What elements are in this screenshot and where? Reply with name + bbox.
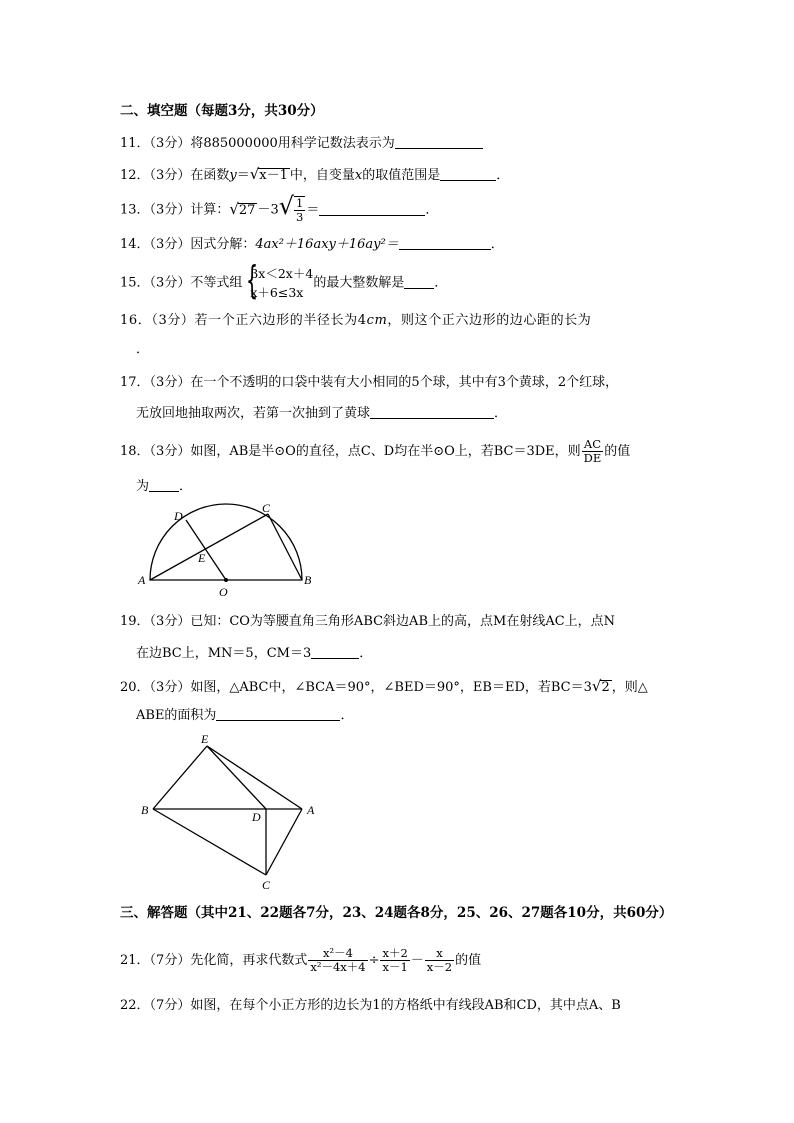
label-d: D bbox=[252, 810, 261, 824]
question-21: 21．（7分）先化简，再求代数式 $\frac{\text{x²－4}}{\text{x²－4x＋4}}$ ÷ $\frac{x+2}{x-1}$ － $\frac{x}{x-2}$ 的值 bbox=[120, 946, 482, 974]
label-d: D bbox=[174, 509, 183, 523]
label-b: B bbox=[304, 573, 312, 587]
question-18: 18．（3分）如图，AB是半⊙O的直径，点C、D均在半⊙O上，若BC＝3DE，则 $\frac{AC}{DE}$ 的值 bbox=[120, 437, 631, 465]
question-score: （3分） bbox=[149, 136, 191, 151]
question-14: 14．（3分）因式分解：4ax²＋16axy＋16ay²＝ ． bbox=[120, 237, 504, 252]
inequality-system: { 3x＜2x＋4 x＋6≤3x bbox=[246, 258, 314, 302]
question-16-continuation: ． bbox=[136, 342, 150, 357]
label-c: C bbox=[262, 501, 271, 515]
question-19-continuation: 在边BC上，MN＝5，CM＝3 ． bbox=[136, 646, 373, 661]
semicircle-figure bbox=[130, 500, 330, 600]
answer-blank bbox=[404, 275, 434, 289]
answer-blank bbox=[399, 236, 491, 250]
chord-ac bbox=[150, 514, 268, 580]
label-o: O bbox=[219, 585, 228, 599]
segment-do bbox=[186, 520, 226, 580]
triangle-figure bbox=[135, 733, 335, 893]
answer-blank bbox=[216, 707, 340, 721]
question-19: 19．（3分）已知：CO为等腰直角三角形ABC斜边AB上的高，点M在射线AC上，点N bbox=[120, 614, 616, 629]
label-e: E bbox=[198, 551, 206, 565]
section-title: 二、填空题（每题3分，共30分） bbox=[120, 103, 324, 119]
question-12: 12．（3分）在函数y＝√x－1 中，自变量x的取值范围是 ． bbox=[120, 165, 510, 183]
answer-blank bbox=[319, 202, 425, 216]
chord-cb bbox=[268, 514, 302, 580]
radical-sign: √ bbox=[249, 165, 260, 183]
section-title: 三、解答题（其中21、22题各7分，23、24题各8分，25、26、27题各10分，共60分） bbox=[120, 905, 673, 921]
question-16: 16．（3分）若一个正六边形的半径长为4cm，则这个正六边形的边心距的长为 bbox=[120, 313, 592, 328]
question-15: 15．（3分）不等式组 { 3x＜2x＋4 x＋6≤3x 的最大整数解是 ． bbox=[120, 258, 448, 302]
label-b: B bbox=[141, 803, 149, 817]
center-point bbox=[224, 578, 228, 582]
semicircle-outline bbox=[150, 504, 302, 580]
question-22: 22．（7分）如图，在每个小正方形的边长为1的方格纸中有线段AB和CD，其中点A、B bbox=[120, 998, 621, 1013]
fraction: $\frac{x}{x-2}$ bbox=[426, 946, 453, 974]
question-17: 17．（3分）在一个不透明的口袋中装有大小相同的5个球，其中有3个黄球，2个红球， bbox=[120, 375, 619, 390]
question-20: 20．（3分）如图，△ABC中，∠BCA＝90°，∠BED＝90°，EB＝ED，若BC＝3√2 ，则△ bbox=[120, 677, 648, 695]
question-17-continuation: 无放回地抽取两次，若第一次抽到了黄球 ． bbox=[136, 406, 508, 421]
answer-blank bbox=[311, 645, 359, 659]
label-a: A bbox=[307, 803, 315, 817]
question-13: 13．（3分）计算：√27 －3√ $\frac{1}{3}$ ＝ ． bbox=[120, 191, 439, 224]
fraction: $\frac{\text{x²－4}}{\text{x²－4x＋4}}$ bbox=[310, 946, 366, 974]
fraction: $\frac{x+2}{x-1}$ bbox=[382, 946, 408, 974]
fraction: $\frac{AC}{DE}$ bbox=[583, 437, 602, 465]
label-c: C bbox=[262, 878, 271, 892]
answer-blank bbox=[370, 405, 494, 419]
answer-blank bbox=[149, 478, 179, 492]
fraction: $\frac{1}{3}$ bbox=[296, 196, 304, 224]
label-e: E bbox=[201, 733, 209, 746]
question-20-continuation: ABE的面积为 ． bbox=[136, 708, 354, 723]
label-a: A bbox=[138, 573, 146, 587]
question-11: 11．（3分）将885000000用科学记数法表示为 bbox=[120, 135, 483, 153]
answer-blank bbox=[440, 167, 496, 181]
question-18-continuation: 为 ． bbox=[136, 479, 193, 494]
question-number: 11． bbox=[120, 136, 150, 151]
answer-blank bbox=[395, 135, 483, 149]
